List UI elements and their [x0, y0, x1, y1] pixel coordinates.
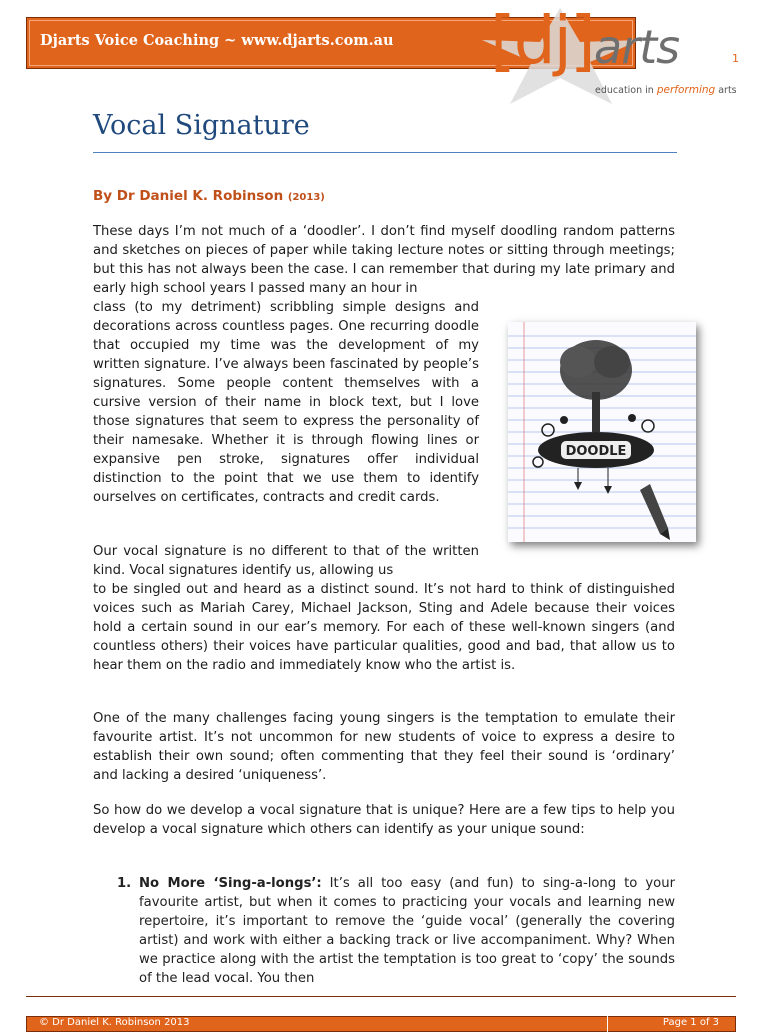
doodle-illustration — [508, 322, 696, 542]
paragraph-3: One of the many challenges facing young singers is the temptation to emulate their favourite artist. It’s not uncommon for new students of voice to express a desire to establish their own sound; often commenting that they feel their sound is ‘ordinary’ and lacking a desired ‘uniqueness’. — [93, 711, 675, 783]
title-divider — [93, 152, 677, 153]
author-name: By Dr Daniel K. Robinson — [93, 188, 284, 204]
list-text: It’s all too easy (and fun) to sing-a-long to your favourite artist, but when it comes to practicing your vocals and learning new repertoire, it’s important to remove the ‘guide vocal’ (generally the covering artist) and work with either a backing track or live accompaniment. Why? When we practice along with the artist the temptation is too great to ‘copy’ the sounds of the lead vocal. You then — [139, 876, 675, 986]
footer-bar — [26, 1016, 736, 1032]
page-title: Vocal Signature — [93, 110, 310, 141]
page-number: Page 1 of 3 — [662, 1017, 719, 1028]
paragraph-2-wrapped: Our vocal signature is no different to that of the written kind. Vocal signatures identify us, allowing us — [93, 544, 479, 578]
doodle-label: DOODLE — [565, 444, 627, 459]
list-number: 1. — [117, 876, 132, 891]
header-title: Djarts Voice Coaching ~ www.djarts.com.au — [40, 32, 394, 49]
footer-copyright: © Dr Daniel K. Robinson 2013 — [39, 1017, 190, 1028]
paragraph-1-wrapped: class (to my detriment) scribbling simple designs and decorations across countless pages. One recurring doodle that occupied my time was the development of my written signature. I’ve always been fascinated by people’s signatures. Some people content themselves with a cursive version of their name in block text, but I love those signatures that seem to express the personality of their namesake. Whether it is through flowing lines or expansive pen stroke, signatures offer individual distinction to the point that we use them to identify ourselves on certificates, contracts and credit cards. — [93, 300, 479, 505]
byline-year: (2013) — [287, 192, 325, 203]
list-heading: No More ‘Sing-a-longs’: — [139, 876, 322, 891]
paragraph-1-intro: These days I’m not much of a ‘doodler’. I don’t find myself doodling random patterns and sketches on pieces of paper while taking lecture notes or sitting through meetings; but this has not always been the case. I can remember that during my late primary and early high school years I passed many an hour in — [93, 224, 675, 296]
doodle-image — [508, 322, 696, 542]
logo-superscript: 1 — [732, 52, 739, 65]
list-body — [139, 874, 675, 988]
paragraph-2: to be singled out and heard as a distinct sound. It’s not hard to think of distinguished voices such as Mariah Carey, Michael Jackson, Sting and Adele because their voices hold a certain sound in our ear’s memory. For each of these well-known singers (and countless others) their voices have particular qualities, good and bad, that allow us to hear them on the radio and immediately know who the artist is. — [93, 582, 675, 673]
footer-separator — [607, 1014, 608, 1034]
logo-tagline: education in performing arts — [595, 84, 737, 96]
djarts-logo — [440, 0, 750, 110]
footer-divider — [26, 996, 736, 997]
author-byline — [93, 188, 325, 204]
logo-arts-mark: arts — [594, 20, 680, 74]
logo-dj-mark: [dj] — [490, 2, 594, 79]
paragraph-4: So how do we develop a vocal signature that is unique? Here are a few tips to help you develop a vocal signature which others can identify as your unique sound: — [93, 803, 675, 837]
